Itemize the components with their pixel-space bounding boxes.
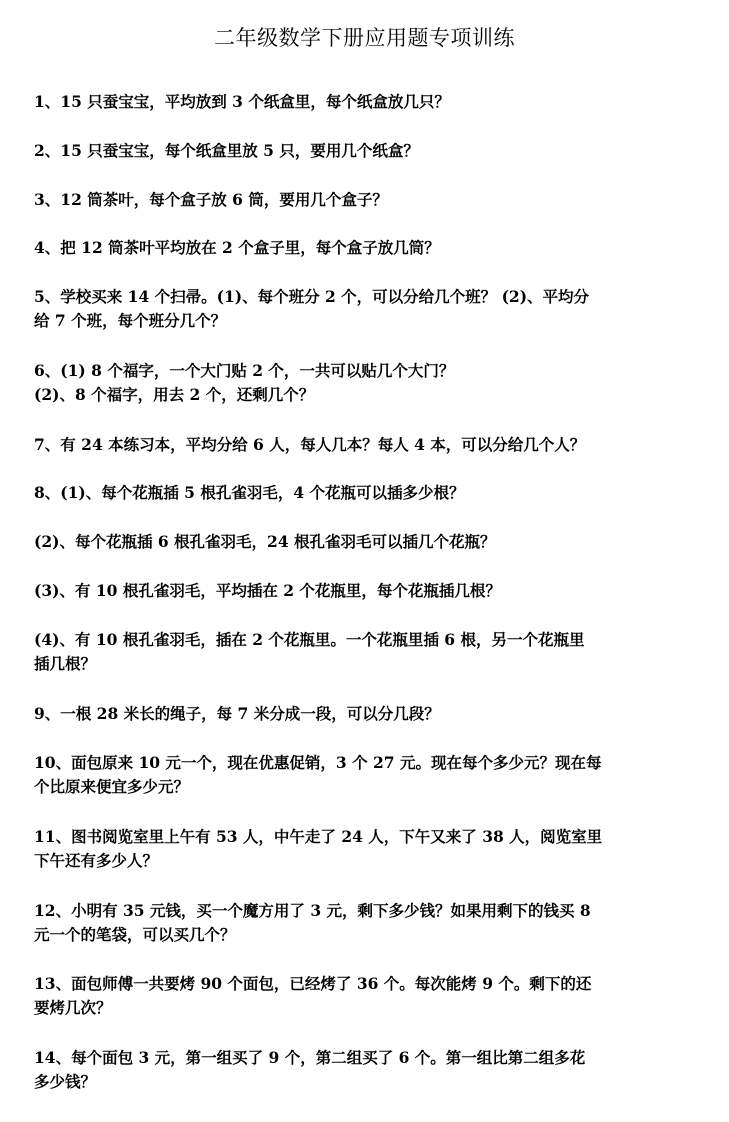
question-line: 8、(1)、每个花瓶插 5 根孔雀羽毛，4 个花瓶可以插多少根？: [34, 483, 465, 502]
question-line: 10、面包原来 10 元一个，现在优惠促销，3 个 27 元。现在每个多少元？现在每: [34, 753, 602, 772]
question-line: 2、15 只蚕宝宝，每个纸盒里放 5 只，要用几个纸盒？: [34, 141, 419, 160]
question-line: 3、12 筒茶叶，每个盒子放 6 筒，要用几个盒子？: [34, 190, 388, 209]
question-1: [34, 90, 694, 114]
question-4: [34, 236, 694, 260]
question-line: 13、面包师傅一共要烤 90 个面包，已经烤了 36 个。每次能烤 9 个。剩下的还: [34, 974, 592, 993]
question-line: 5、学校买来 14 个扫帚。(1)、每个班分 2 个，可以分给几个班？ (2)、平均分: [34, 287, 590, 306]
question-line: 下午还有多少人？: [34, 851, 159, 870]
question-11: [34, 825, 694, 873]
question-line: 11、图书阅览室里上午有 53 人，中午走了 24 人，下午又来了 38 人，阅览室里: [34, 827, 603, 846]
question-line: 4、把 12 筒茶叶平均放在 2 个盒子里，每个盒子放几筒？: [34, 238, 440, 257]
question-line: 多少钱？: [34, 1072, 97, 1091]
question-13: [34, 972, 694, 1020]
question-line: 12、小明有 35 元钱，买一个魔方用了 3 元，剩下多少钱？如果用剩下的钱买 8: [34, 901, 591, 920]
question-line: 1、15 只蚕宝宝，平均放到 3 个纸盒里，每个纸盒放几只？: [34, 92, 450, 111]
question-12: [34, 899, 694, 947]
question-10: [34, 751, 694, 799]
question-8-3: [34, 579, 694, 603]
question-3: [34, 188, 694, 212]
question-line: (2)、每个花瓶插 6 根孔雀羽毛，24 根孔雀羽毛可以插几个花瓶？: [34, 532, 496, 551]
question-7: [34, 433, 694, 457]
question-14: [34, 1046, 694, 1094]
question-line: 7、有 24 本练习本，平均分给 6 人，每人几本？每人 4 本，可以分给几个人？: [34, 435, 586, 454]
question-6: [34, 359, 694, 407]
page-title: 二年级数学下册应用题专项训练: [214, 26, 515, 50]
question-line: 插几根？: [34, 654, 97, 673]
question-2: [34, 139, 694, 163]
question-8-2: [34, 530, 694, 554]
question-line: 9、一根 28 米长的绳子，每 7 米分成一段，可以分几段？: [34, 704, 440, 723]
question-line: 给 7 个班，每个班分几个？: [34, 311, 227, 330]
question-line: 要烤几次？: [34, 998, 112, 1017]
question-8-1: [34, 481, 694, 505]
question-line: 14、每个面包 3 元，第一组买了 9 个，第二组买了 6 个。第一组比第二组多花: [34, 1048, 586, 1067]
question-line: (2)、8 个福字，用去 2 个，还剩几个？: [34, 385, 315, 404]
question-5: [34, 285, 694, 333]
question-line: (4)、有 10 根孔雀羽毛，插在 2 个花瓶里。一个花瓶里插 6 根，另一个花瓶里: [34, 630, 585, 649]
question-9: [34, 702, 694, 726]
question-line: 6、(1) 8 个福字，一个大门贴 2 个，一共可以贴几个大门？: [34, 361, 455, 380]
question-line: 个比原来便宜多少元？: [34, 777, 190, 796]
question-8-4: [34, 628, 694, 676]
question-line: 元一个的笔袋，可以买几个？: [34, 925, 236, 944]
question-line: (3)、有 10 根孔雀羽毛，平均插在 2 个花瓶里，每个花瓶插几根？: [34, 581, 501, 600]
